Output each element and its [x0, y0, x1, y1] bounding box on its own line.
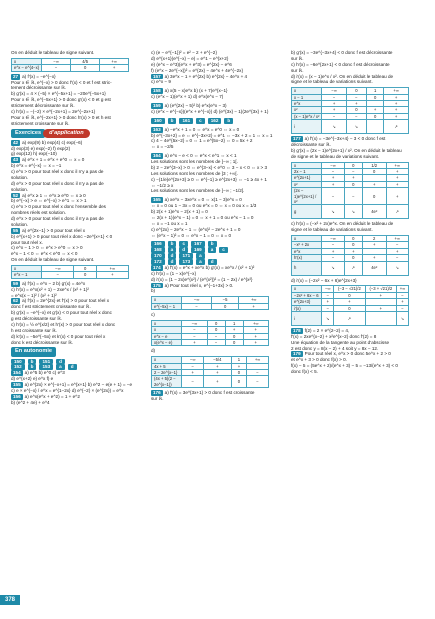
column-2: c) (e − e^{−1})² = e² − 2 + e^{−2} d) e^{x+1}(e^{−x} − e) = e^1 − e^{x+2} e) (e^x − e^3)(e^x + e^3) = e^{2x} − e^6 f) (e^x − 2e^{−x})² = e^{2x} − 4e^x + 4e^{−2x} 157 a) 3e^x − 1 + e^{2x} b) e^{2x} − 4e^x + 4 c) e^x − 9 158 a) x(5 − x)e^x b) (x + 7)e^{x−1} c) (e^x − 1)(e^x + 1) d) e^x(e^x − 7) 159 a) (e^{2x} − 5)² b) e^x(e^x − 3) c) (e^x − e^{−x})(e^x + e^{−x}) d) (e^{3x} − 1)(2e^{3x} + 1) 160 b 161 c 162 b 163 a) −e^x + 1 = 0 ⇔ e^x = e^0 ⇔ x = 0 b) e^{−3x+2} = e ⇔ e^{−3x+2} = e^1 ⇔ −3x + 2 = 1 ⇔ x = 1 c) 4 − 4e^{5x−2} = 0 ⇔ 1 = e^{5x−2} ⇔ 0 = 5x + 2 ⇔ x = −2/5 164 a) e^x − e < 0 ⇔ e^x < e^1 ⇔ x < 1 Les solutions sont les nombres de ]−∞ ; 1[. b) 2 − 2e^{3−x} > 0 ⇔ e^{3−x} < e^0 ⇔ 3 − x < 0 ⇔ x > 3 Les solutions sont les nombres de ]3 ; +∞[. c) −(1/e)e^{2x+3} ≥ 0 ⇔ e^{−1} ≥ e^{2x+3} ⇔ −1 ≥ 4x + 1 ⇔ −1/2 ≥ x Les solutions sont les nombres de ]−∞ ; −1/2]. 165 a) xe^x − 3xe^x = 0 ⇔ x(1 − 3)e^x = 0 ⇔ x = 0 ou 1 − 3x = 0 ou e^x = 0 ⇔ x = 0 ou x = 1/3 b) 2(x + 1)e^x − 2(x + 1) = 0 ⇔ 2(x + 1)(e^x − 1) = 0 ⇔ x + 1 = 0 ou e^x − 1 = 0 ⇔ x = −1 ou x = 1 c) e^{2x} − 2e^x − 1 ⇔ (e^x)² − 2e^x + 1 = 0 ⇔ (e^x − 1)² = 0 ⇔ e^x − 1 = 0 ⇔ x = 0 166 b c 167 b 168 a d 169 a c 170 d 171 a 172 d 173 a d 174 a) f′(x) = e^x + xe^x b) g′(x) = xe^x / (x² + 1)² c) h′(x) = (1 − x)e^{−x} d) i′(x) = (1 − 2x)e^{x²} / (e^{x²})² = (1 − 2x) / e^{x²} 175 a) Pour tout réel x, e^{−1+3x} > 0. b) x −∞ −5 +∞ e^{−5x} − 1 − 0 + c) x −∞ 0 1 +∞ x − 0 + + e^x − e − − 0 + x(e^x − e) + − 0 + d) x −∞ −5/4 1 +∞ 4x + 5 − + + 2 − 2e^{x−1} + + 0 − (4x + 5)(2 − 2e^{x−1}) − + 0 − 176 a) f′(x) = 3e^{3x+1} > 0 donc f est croissante sur ℝ. [151, 50, 282, 402]
exercise-163: 163 a) −e^x + 1 = 0 ⇔ e^x = e^0 ⇔ x = 0 b) e^{−3x+2} = e ⇔ e^{−3x+2} = e^1 ⇔ −3x + 2 = 1 ⇔ x = 1 c) 4 − 4e^{5x−2} = 0 ⇔ 1 = e^{5x−2} ⇔ 0 = 5x + 2 ⇔ x = −2/5 [151, 126, 273, 150]
sign-table-175d: x −∞ −5/4 1 +∞ 4x + 5 − + + 2 − 2e^{x−1} + + 0 − (4x + 5)(2 − 2e^{x−1}) − + 0 − [151, 356, 269, 388]
exercise-155: 155 a) e^{2x} × e^{−x+1} = e^{x+1} b) e^2 − e(e + 1) = −e c) e × e^{−x} / e^x = e^{1−2x} d) e^{−2} × (e^{2x}) = e^x [11, 382, 133, 393]
exercise-165: 165 a) xe^x − 3xe^x = 0 ⇔ x(1 − 3)e^x = 0 ⇔ x = 0 ou 1 − 3x = 0 ou e^x = 0 ⇔ x = 0 ou x = 1/3 b) 2(x + 1)e^x − 2(x + 1) = 0 ⇔ 2(x + 1)(e^x − 1) = 0 ⇔ x + 1 = 0 ou e^x − 1 = 0 ⇔ x = −1 ou x = 1 c) e^{2x} − 2e^x − 1 ⇔ (e^x)² − 2e^x + 1 = 0 ⇔ (e^x − 1)² = 0 ⇔ e^x − 1 = 0 ⇔ x = 0 [151, 197, 257, 238]
intro-text: On en déduit le tableau de signe suivant. [11, 50, 95, 55]
sign-table-2: x −∞ 0 +∞ e^x − 1 − 0 + [11, 265, 129, 279]
exercise-179: 179 Pour tout réel x, e^x > 0 donc 5e^x + 2 > 0 et e^x + 3 > 0 donc f(x) > 0. f(x) − 5 = (5e^x + 2)/(e^x + 3) − 5 = −13/(e^x + 3) < 0 donc f(x) < 5. [291, 351, 398, 374]
exercise-43: 43 a) e^x + 1 = e^x + e^0 ⇔ x = 0 b) e^x = e^{−x} ⇔ x = −1 c) e^x > 0 pour tout réel x donc il n’y a pas de solution. d) e^x > 0 pour tout réel x donc il n’y a pas de solution. [11, 157, 104, 192]
exercise-157: 157 a) 3e^x − 1 + e^{2x} b) e^{2x} − 4e^x + 4 c) e^x − 9 [151, 73, 248, 85]
column-1 [11, 50, 142, 406]
answers-row-1: 150 b 151 d [11, 359, 142, 365]
exercise-156: 156 a) e^x(e^x + e^2) = 1 + e^2 b) (e^2 + 4e) + e^4 [11, 393, 80, 405]
exercise-175: 175 a) Pour tout réel x, e^{−1+3x} > 0. b) x −∞ −5 +∞ e^{−5x} − 1 − 0 + c) x −∞ 0 1 +∞ x − 0 + + e^x − e − − 0 + x(e^x − e) + − 0 + d) x −∞ −5/4 1 +∞ 4x + 5 − + + 2 − 2e^{x−1} + + 0 − (4x + 5)(2 − 2e^{x−1}) − + 0 − [151, 283, 282, 389]
exercise-27: 27 a) f′(x) = −e^{−x} Pour x ∈ ℝ, e^{−x} > 0 donc f′(x) < 0 et f est stric- tement décroissante sur ℝ. b) g′(x) = 4 × (−5) × e^{−5x+1} = −20e^{−5x+1} Pour x ∈ ℝ, e^{−5x+1} > 0 donc g′(x) < 0 et g est strictement décroissante sur ℝ. c) h′(x) = −(−2) × e^{−2x+1} = 2e^{−2x+1} Pour x ∈ ℝ, e^{−2x+1} > 0 donc h′(x) > 0 et h est strictement croissante sur ℝ. [11, 73, 112, 126]
exercise-159: 159 a) (e^{2x} − 5)² b) e^x(e^x − 3) c) (e^x − e^{−x})(e^x + e^{−x}) d) (e^{3x} − 1)(2e^{3x} + 1) [151, 103, 269, 114]
variation-table-i: x −∞ 0 1 +∞ x − 1 − − 0 + e^x + + + x² + 0 + + (x − 1)e^x / x² − − 0 + i ↘ ↘ ↗ [291, 87, 409, 134]
exercise-176: 176 a) f′(x) = 3e^{3x+1} > 0 donc f est croissante sur ℝ. [151, 390, 255, 401]
exercise-178: 178 f(2) = 2 × e^{2−2} = 4, f′(x) = 2xe^{x−2} + x²e^{x−2} donc f′(2) = 8 Une équation de la tangente au point d’abscisse 2 est donc y = 8(x − 2) + 4 soit y = 8x − 12. [291, 327, 390, 351]
column-3: b) g′(x) = −3e^{−3x+4} < 0 donc f est décroissante sur ℝ. c) h′(x) = −6e^{2x+1} < 0 donc f est décroissante sur ℝ. d) i′(x) = (x − 1)e^x / x². On en déduit le tableau de signe et le tableau de variations suivant. x −∞ 0 1 +∞ x − 1 − − 0 + e^x + + + x² + 0 + + (x − 1)e^x / x² − − 0 + i ↘ ↘ ↗ 177 a) f′(x) = −3e^{−3x+4} − 3 < 0 donc f est décroissante sur ℝ. b) g′(x) = (2x − 1)e^{2x+1} / x². On en déduit le tableau de signe et le tableau de variations suivant. x −∞ 0 1/2 +∞ 2x − 1 − − 0 + e^{2x+1} + + + x² + 0 + + (2x − 1)e^{2x+1} / x² − − 0 + g ↘ ↘ 4e² ↗ c) h′(x) = (−x² + 2x)e^x. On en déduit le tableau de signe et le tableau de variations suivant. x −∞ 0 2 +∞ −x² + 2x − 0 + − e^x + + + h′(x) − 0 + − h ↘ ↗ 4e² ↘ d) i′(x) = (−2x² − 6x + 6)e^{2x+3} x −∞ (−3 − √21)/2 (−3 + √21)/2 +∞ −2x² + 6x − 6 − 0 + − e^{2x+3} + + + i′(x) − 0 + − i ↘ ↗ ↘ 178 f(2) = 2 × e^{2−2} = 4, f′(x) = 2xe^{x−2} + x²e^{x−2} donc f′(2) = 8 Une équation de la tangente au point d’abscisse 2 est donc y = 8(x − 2) + 4 soit y = 8x − 12. 179 Pour tout réel x, e^x > 0 donc 5e^x + 2 > 0 et e^x + 3 > 0 donc f(x) > 0. f(x) − 5 = (5e^x + 2)/(e^x + 3) − 5 = −13/(e^x + 3) < 0 donc f(x) < 5. [291, 50, 422, 375]
variation-table-h: x −∞ 0 2 +∞ −x² + 2x − 0 + − e^x + + + h′(x) − 0 + − h ↘ ↗ 4e² ↘ [291, 235, 409, 276]
exercise-59: 59 a) f′(x) = e^x − 2 b) g′(x) = 4e^x c) h′(x) = e^x(x² + 1) − 2xe^x / (x² + 1)² = e^x(x − 1)² / (x² + 1)² [11, 280, 89, 298]
exercise-55: 55 a) e^{2x−1} > 0 pour tout réel x b) e^{x+1} > 0 pour tout réel x donc −2e^{x+1} < 0 pour tout réel x. c) e^x − 1 > 0 ⇔ e^x > e^0 ⇔ x > 0 e^x − 1 < 0 ⇔ e^x < e^0 ⇔ x < 0 On en déduit le tableau de signe suivant. [11, 227, 113, 263]
exercise-42: 42 a) exp(9) b) exp(4) c) exp(−6) d) exp(3) e) exp(−2) f) exp(2) g) exp(12) h) exp(−10) [11, 139, 83, 157]
exercise-62: 62 a) f′(x) = 2e^{2x} et f′(x) > 0 pour tout réel x donc f est strictement croissante sur ℝ. b) g′(x) = −e^{−x} et g′(x) < 0 pour tout réel x donc g est décroissante sur ℝ. c) h′(x) = ½ e^{x/2} et h′(x) > 0 pour tout réel x donc h est croissante sur ℝ. d) k′(x) = −5e^{−5x} et k′(x) < 0 pour tout réel x donc k est décroissante sur ℝ. [11, 298, 116, 345]
sign-table-175c: x −∞ 0 1 +∞ x − 0 + + e^x − e − − 0 + x(e^x − e) + − 0 + [151, 320, 269, 347]
exercise-174: 174 a) f′(x) = e^x + xe^x b) g′(x) = xe^x / (x² + 1)² c) h′(x) = (1 − x)e^{−x} d) i′(x) = (1 − 2x)e^{x²} / (e^{x²})² = (1 − 2x) / e^{x²} [151, 264, 255, 282]
exercise-177: 177 a) f′(x) = −3e^{−3x+4} − 3 < 0 donc f est décroissante sur ℝ. b) g′(x) = (2x − 1)e^{2x+1} / x². On en déduit le tableau de signe et le tableau de variations suivant. [291, 136, 402, 159]
answers-row-2: 152 b 153 a d [11, 364, 142, 370]
exercise-52: 52 a) e^x ≥ 1 ⇔ e^x ≥ e^0 ⇔ x ≥ 0 b) e^{−x} > e ⇔ e^{−x} > e^1 ⇔ x > 1 c) e^x > 0 pour tout réel x donc l’ensemble des nombres réels est solution. d) e^x > 0 pour tout réel x donc il n’y a pas de solution. [11, 192, 106, 227]
sign-table-1: x −∞ 4/5 +∞ e^x − e^{4−x} − 0 + [11, 58, 129, 72]
section-header-application: Exercices d’application [11, 127, 142, 140]
variation-table-i2: x −∞ (−3 − √21)/2 (−3 + √21)/2 +∞ −2x² + 6x − 6 − 0 + − e^{2x+3} + + + i′(x) − 0 + − i ↘ ↗ ↘ [291, 285, 409, 326]
section-header-autonomie: En autonomie [11, 345, 142, 358]
answers-row-160: 160 b 161 c 162 b [151, 118, 282, 124]
sign-table-175b: x −∞ −5 +∞ e^{−5x} − 1 − 0 + [151, 296, 269, 310]
variation-table-g: x −∞ 0 1/2 +∞ 2x − 1 − − 0 + e^{2x+1} + + + x² + 0 + + (2x − 1)e^{2x+1} / x² − − 0 + g ↘ ↘ 4e² ↗ [291, 162, 409, 220]
answers-rows-166-173: 166 b c 167 b 168 a d 169 a c 170 d 171 a 172 d 173 a d [151, 241, 282, 265]
exercise-154: 154 a) e^5 b) e^0 c) e^3 d) e^{x+2} e) e^x f) e [11, 370, 65, 382]
exercise-164: 164 a) e^x − e < 0 ⇔ e^x < e^1 ⇔ x < 1 Les solutions sont les nombres de ]−∞ ; 1[. b) 2 − 2e^{3−x} > 0 ⇔ e^{3−x} < e^0 ⇔ 3 − x < 0 ⇔ x > 3 Les solutions sont les nombres de ]3 ; +∞[. c) −(1/e)e^{2x+3} ≥ 0 ⇔ e^{−1} ≥ e^{2x+3} ⇔ −1 ≥ 4x + 1 ⇔ −1/2 ≥ x Les solutions sont les nombres de ]−∞ ; −1/2]. [151, 153, 268, 194]
page-number: 378 [0, 595, 20, 605]
exercise-158: 158 a) x(5 − x)e^x b) (x + 7)e^{x−1} c) (e^x − 1)(e^x + 1) d) e^x(e^x − 7) [151, 88, 228, 100]
